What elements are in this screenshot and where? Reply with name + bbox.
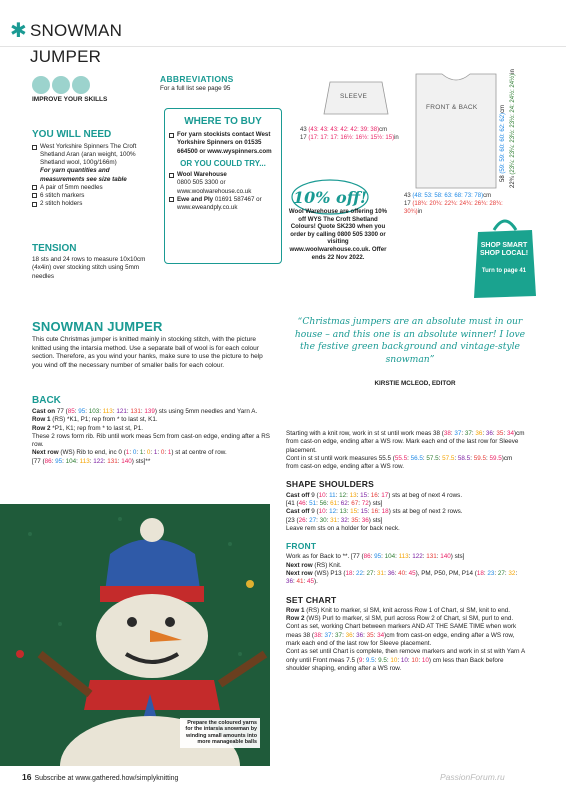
size-value: 37 [464, 430, 472, 437]
size-value: 13 [349, 491, 357, 499]
size-value: 23 [487, 570, 495, 577]
size-value: 26 [298, 516, 306, 524]
size-value: 16 [371, 508, 379, 516]
size-value: 37 [324, 631, 332, 639]
checkbox-icon [32, 145, 37, 150]
size-values: (26: 27: 30: 31: 32: 35: 36) [296, 516, 371, 524]
size-value: 61 [330, 500, 338, 507]
size-values: (86: 95: 104: 113: 122: 131: 140) [42, 457, 134, 465]
sleeve-measurements: 43 (43: 43: 43: 42: 42: 39: 38)cm 17 (17: 17: 17: 16½: 16½: 15½: 15)in [300, 127, 399, 141]
checkbox-icon [169, 173, 174, 178]
size-value: 22 [356, 570, 364, 577]
page-header [0, 18, 180, 66]
size-value: 113 [79, 457, 90, 465]
size-value: 0 [160, 449, 165, 457]
size-value: 18 [345, 570, 353, 577]
size-value: 59.5 [489, 454, 502, 462]
size-value: 41 [296, 578, 304, 586]
size-value: 1 [139, 449, 144, 457]
size-value: 40 [398, 570, 406, 577]
size-value: 9.5 [378, 656, 387, 664]
checkbox-icon [32, 185, 37, 190]
size-value: 45 [408, 570, 416, 577]
front-width-measurements: 43 (48: 53: 58: 63: 68: 73: 78)cm 17 (18¾: 20¾: 22¾: 24¾: 26¾: 28¾: 30¾)in [404, 193, 503, 215]
size-value: 10 [400, 656, 408, 664]
size-value: 15 [360, 508, 368, 516]
size-value: 36 [356, 631, 364, 639]
size-value: 32 [340, 516, 348, 524]
size-value: 122 [93, 457, 104, 465]
where-to-buy-box [164, 108, 282, 264]
size-value: 103 [88, 408, 100, 415]
size-values: (9: 9.5: 9.5: 10: 10: 10: 10) [356, 656, 432, 664]
stockist-item: Ewe and Ply 01691 587467 or www.eweandply.co.uk [169, 196, 277, 212]
checkbox-icon [169, 133, 174, 138]
size-values: (38: 37: 37: 36: 36: 35: 34) [311, 631, 387, 639]
size-value: 10 [318, 508, 326, 516]
size-value: 45 [307, 578, 315, 586]
size-value: 34 [377, 631, 385, 639]
snowflake-icon: ✱ [10, 20, 27, 42]
size-value: 62 [340, 500, 348, 507]
photo-caption: Prepare the coloured yarns for the intarsia snowman by winding small amounts into more manageable balls [180, 718, 260, 748]
size-value: 31 [377, 570, 385, 577]
size-value: 95 [55, 457, 63, 465]
size-value: 27 [309, 516, 317, 524]
size-values: (10: 11: 12: 13: 15: 16: 17) [316, 491, 391, 499]
front-heading: FRONT [286, 541, 317, 552]
size-values: (55.5: 56.5: 57.5: 57.5: 58.5: 59.5: 59.5) [392, 454, 504, 462]
size-value: 95 [78, 408, 86, 415]
header-divider [0, 46, 566, 47]
size-value: 17 [381, 491, 389, 499]
size-value: 36 [345, 631, 353, 639]
stockist-item: For yarn stockists contact West Yorkshire Spinners on 01535 664500 or www.wyspinners.com [169, 131, 277, 156]
size-value: 59.5 [473, 454, 486, 462]
size-value: 18 [381, 508, 389, 516]
front-length-in: 22¾ (23¼: 23¼: 23½: 23½: 24: 24½: 24½)in [510, 69, 516, 188]
size-value: 46 [298, 500, 306, 507]
tension-heading: TENSION [32, 243, 77, 254]
editor-quote: “Christmas jumpers are an absolute must in our house – and this one is an absolute winner! I love the festive green background and vintage-style snowman” [294, 316, 526, 366]
size-value: 31 [330, 516, 338, 524]
size-value: 86 [363, 553, 371, 561]
size-value: 122 [412, 553, 423, 561]
subscribe-link[interactable]: Subscribe at www.gathered.how/simplyknitting [34, 775, 179, 782]
where-to-buy-heading: WHERE TO BUY [184, 116, 262, 127]
abbreviations-text: For a full list see page 95 [160, 85, 231, 93]
size-value: 131 [426, 553, 437, 561]
size-value: 32 [508, 570, 516, 577]
size-value: 10 [421, 656, 429, 664]
shop-local-title: SHOP SMART SHOP LOCAL! [479, 242, 529, 257]
pattern-intro: This cute Christmas jumper is knitted mainly in stocking stitch, with the picture knitted using the intarsia method. Use a separate ball of wool is for each colour section. Therefore, as you wind your hanks, make sure to use the picture to help you wind off the necessary number of smaller balls for each colour. [32, 336, 263, 369]
size-value: 12 [339, 491, 347, 499]
size-value: 35 [351, 516, 359, 524]
set-chart-heading: SET CHART [286, 594, 337, 605]
size-value: 55.5 [394, 454, 408, 462]
need-item: A pair of 5mm needles [32, 184, 142, 192]
abbreviations-heading: ABBREVIATIONS [160, 74, 234, 84]
shop-local-page-link[interactable]: Turn to page 41 [481, 268, 527, 274]
size-value: 121 [116, 408, 127, 415]
size-value: 27 [497, 570, 505, 577]
right-column-instructions: Starting with a knit row, work in st st until work meas 38 (38: 37: 37: 36: 36: 35: 34)cm from cast-on edge, ending after a WS row. Mark each end of the last row for Sleeve placement. Cont in st st until work measures 55.5 (55.5: 56.5: 57.5: 57.5: 58.5: 59.5: 59.5)cm from cast-on edge, ending after a WS row. SHAPE SHOULDERS Cast off 9 (10: 11: 12: 13: 15: 16: 17) sts at beg of next 4 rows. [41 (46: 51: 56: 61: 62: 67: 72) sts] Cast off 9 (10: 12: 13: 15: 15: 16: 18) sts at beg of next 2 rows. [23 (26: 27: 30: 31: 32: 35: 36) sts] Leave rem sts on a holder for back neck. FRONT Work as for Back to **. [77 (86: 95: 104: 113: 122: 131: 140) sts] Next row (RS) Knit. Next row (WS) P13 (18: 22: 27: 31: 36: 40: 45), PM, P50, PM, P14 (18: 23: 27: 32: 36: 41: 45). SET CHART Row 1 (RS) Knit to marker, sl SM, knit across Row 1 of Chart, sl SM, knit to end. Row 2 (WS) Purl to marker, sl SM, purl across Row 2 of Chart, sl SM, purl to end. Cont as set, working Chart between markers AND AT THE SAME TIME when work meas 38 (38: 37: 37: 36: 36: 35: 34)cm from cast-on edge, ending after a WS row, mark each end of the last row for Sleeve placement. Cont as set until Chart is complete, then remove markers and work in st st with Yarn A only until Front meas 7.5 (9: 9.5: 9.5: 10: 10: 10: 10) cm less than Back before shoulder shaping, ending after a WS row. [286, 430, 525, 672]
size-values: (38: 37: 37: 36: 36: 35: 34) [441, 430, 517, 437]
shape-shoulders-heading: SHAPE SHOULDERS [286, 479, 375, 490]
size-value: 16 [370, 491, 378, 499]
size-value: 34 [506, 430, 514, 437]
size-value: 139 [144, 408, 155, 415]
quote-author: KIRSTIE MCLEOD, EDITOR [374, 380, 456, 387]
size-value: 35 [366, 631, 374, 639]
size-value: 36 [387, 570, 395, 577]
size-value: 67 [351, 500, 359, 507]
size-value: 1 [125, 449, 130, 457]
page-title: SNOWMAN JUMPER [30, 21, 123, 66]
checkbox-icon [32, 193, 37, 198]
pattern-title: SNOWMAN JUMPER [32, 319, 163, 334]
yarn-ball-icon [72, 76, 90, 94]
checkbox-icon [169, 197, 174, 202]
size-value: 9.5 [365, 656, 375, 664]
size-value: 27 [366, 570, 374, 577]
size-value: 57.5 [442, 454, 455, 462]
size-value: 1 [167, 449, 172, 457]
offer-text: Wool Warehouse are offering 10% off WYS The Croft Shetland Colours! Quote SK230 when you order by calling 0800 505 3300 or visiting www.woolwarehouse.co.uk. Offer ends 22 Nov 2022. [288, 208, 388, 261]
watermark: PassionForum.ru [440, 772, 505, 782]
size-value: 36 [286, 578, 294, 586]
sleeve-label: SLEEVE [340, 93, 368, 100]
size-value: 140 [440, 553, 451, 561]
size-values: (1: 0: 1: 0: 1: 0: 1) [123, 449, 174, 457]
size-value: 104 [65, 457, 77, 465]
yarn-ball-icon [32, 76, 50, 94]
size-value: 35 [496, 430, 504, 437]
you-will-need-section [32, 128, 142, 208]
size-value: 15 [350, 508, 358, 516]
size-value: 18 [476, 570, 484, 577]
size-value: 10 [390, 656, 398, 664]
size-value: 131 [130, 408, 141, 415]
size-values: (86: 95: 104: 113: 122: 131: 140) [361, 553, 453, 561]
size-value: 104 [384, 553, 396, 561]
size-value: 51 [309, 500, 317, 507]
size-value: 37 [454, 430, 462, 437]
size-value: 38 [314, 631, 322, 639]
size-values: (85: 95: 103: 113: 121: 131: 139) [65, 408, 157, 415]
yarn-ball-icon [52, 76, 70, 94]
page-number: 16 [22, 772, 32, 782]
size-value: 38 [443, 430, 451, 437]
skill-label: IMPROVE YOUR SKILLS [32, 96, 108, 103]
size-value: 10 [411, 656, 419, 664]
need-note: For yarn quantities and measurements see size table [40, 167, 127, 183]
size-value: 11 [329, 491, 336, 499]
could-try-heading: OR YOU COULD TRY... [180, 158, 266, 168]
size-value: 0 [146, 449, 151, 457]
size-value: 9 [358, 656, 363, 664]
size-value: 140 [121, 457, 132, 465]
size-value: 30 [319, 516, 327, 524]
offer-badge-text: 10% off! [293, 188, 367, 207]
size-value: 36 [361, 516, 369, 524]
size-value: 12 [329, 508, 337, 516]
checkbox-icon [32, 202, 37, 207]
size-value: 36 [485, 430, 493, 437]
size-value: 15 [360, 491, 368, 499]
back-instructions: Cast on 77 (85: 95: 103: 113: 121: 131: 139) sts using 5mm needles and Yarn A. Row 1 (RS) *K1, P1; rep from * to last st, K1. Row 2 *P1, K1; rep from * to last st, P1. These 2 rows form rib. Rib until work meas 5cm from cast-on edge, ending after a RS row. Next row (WS) Rib to end, inc 0 (1: 0: 1: 0: 1: 0: 1) st at centre of row. [77 (86: 95: 104: 113: 122: 131: 140) sts]** [32, 408, 270, 465]
size-value: 36 [475, 430, 483, 437]
size-values: (46: 51: 56: 61: 62: 67: 72) [296, 500, 371, 507]
you-will-need-heading: YOU WILL NEED [32, 129, 112, 140]
size-values: (10: 12: 13: 15: 15: 16: 18) [316, 508, 391, 516]
tension-text: 18 sts and 24 rows to measure 10x10cm (4x4in) over stocking stitch using 5mm needles [32, 256, 146, 280]
skill-level-yarn-icons [32, 76, 112, 98]
size-value: 95 [374, 553, 382, 561]
size-value: 113 [398, 553, 409, 561]
need-item: West Yorkshire Spinners The Croft Shetland Aran (aran weight, 100% Shetland wool, 100g/166m) [32, 143, 142, 167]
size-value: 37 [335, 631, 343, 639]
page-footer [22, 772, 178, 783]
size-value: 56 [319, 500, 327, 507]
front-back-label: FRONT & BACK [426, 104, 478, 111]
size-value: 0 [132, 449, 137, 457]
size-value: 56.5 [410, 454, 423, 462]
size-value: 72 [361, 500, 369, 507]
need-item: 6 stitch markers [32, 192, 142, 200]
size-values: (18: 22: 27: 31: 36: 40: 45) [343, 570, 418, 577]
need-item: 2 stitch holders [32, 200, 142, 208]
size-value: 57.5 [426, 454, 439, 462]
front-back-schematic [412, 72, 500, 190]
tension-section [32, 242, 150, 281]
size-value: 86 [44, 457, 52, 465]
abbreviations-section [160, 74, 280, 94]
size-value: 113 [102, 408, 113, 415]
size-value: 13 [339, 508, 347, 516]
size-value: 131 [107, 457, 118, 465]
front-length-cm: 58 (59: 59: 60: 60: 62: 62)cm [500, 104, 506, 182]
stockist-item: Wool Warehouse 0800 505 3300 or www.woolwarehouse.co.uk [169, 171, 277, 196]
size-value: 10 [318, 491, 326, 499]
size-values: (18: 23: 27: 32: 36: 41: 45) [286, 570, 518, 586]
size-value: 85 [67, 408, 75, 415]
back-heading: BACK [32, 395, 61, 406]
size-value: 1 [153, 449, 158, 457]
size-value: 58.5 [457, 454, 471, 462]
